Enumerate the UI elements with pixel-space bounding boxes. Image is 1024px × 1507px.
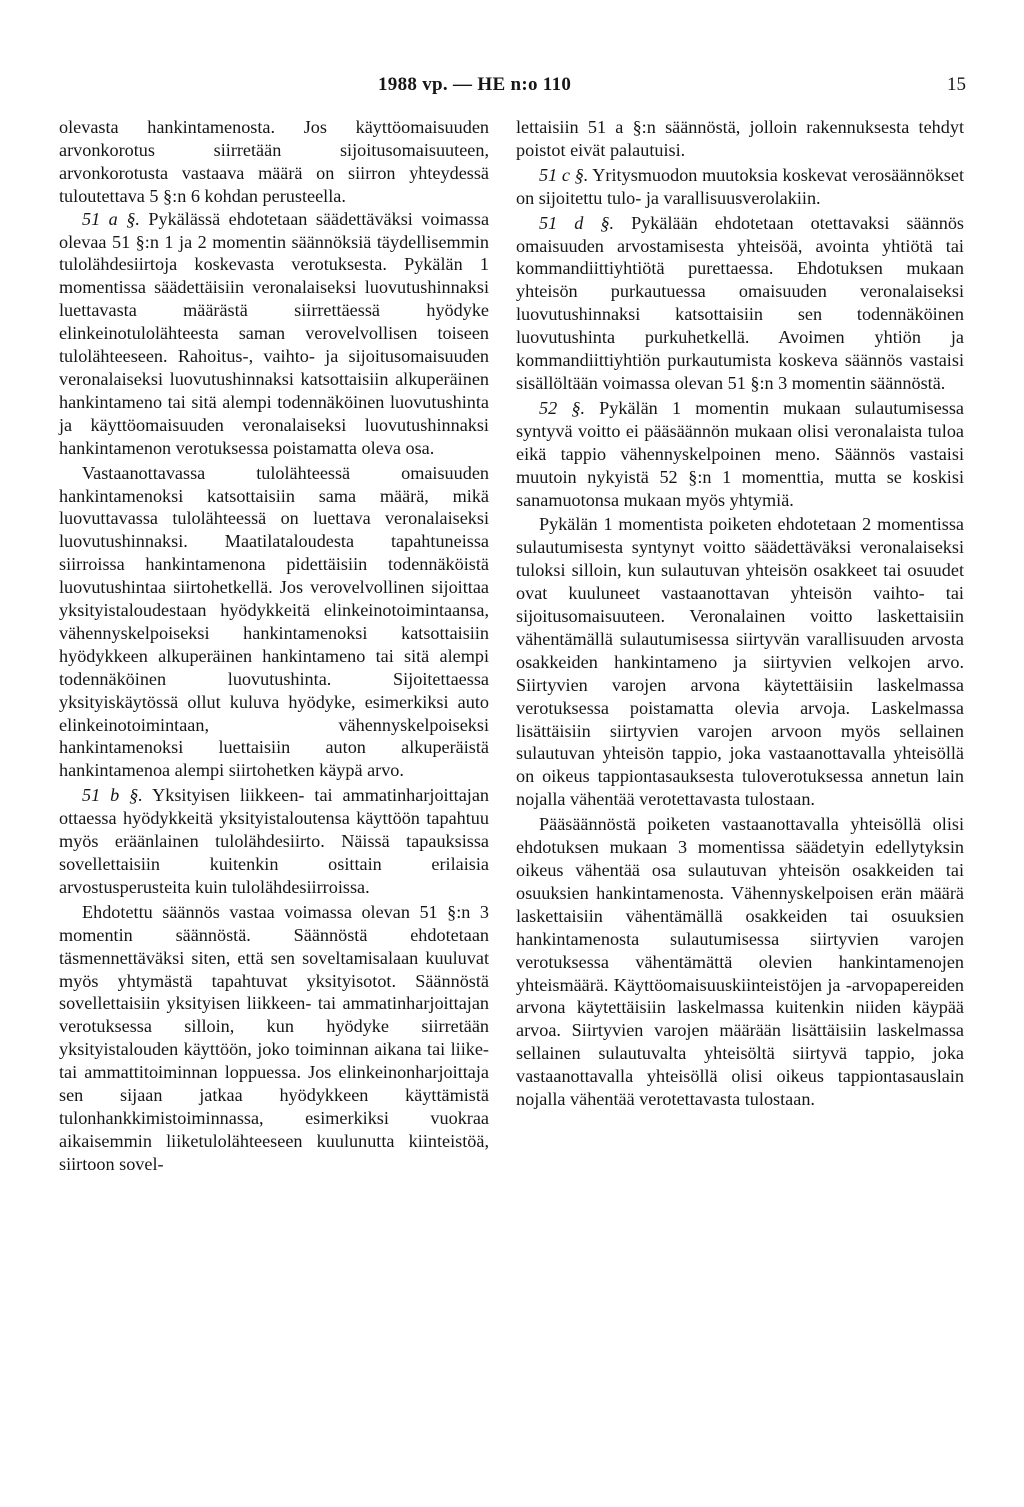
paragraph-text: lettaisiin 51 a §:n säännöstä, jolloin rakennuksesta tehdyt poistot eivät palautuisi. (516, 117, 964, 160)
paragraph (516, 212, 964, 395)
paragraph (59, 784, 489, 899)
paragraph-text: Pykälän 1 momentista poiketen ehdotetaan 2 momentissa sulautumisesta syntynyt voitto säädettäväksi veronalaiseksi tuloksi silloin, kun sulautuvan yhteisön osakkeet tai osuudet ovat kuuluneet vastaanottavan yhteisön vaihto- tai sijoitusomaisuuteen. Veronalainen voitto laskettaisiin vähentämällä sulautumisessa siirtyvän varallisuuden arvosta osakkeiden hankintameno ja siirtyvien velkojen arvo. Siirtyvien varojen arvona käytettäisiin laskelmassa verotuksessa poistamatta olevia arvoja. Laskelmassa lisättäisiin siirtyvien varojen arvoon myös sellainen sulautuvan yhteisön tappio, joka vastaanottavalla yhteisöllä on oikeus tappiontasauksesta tuloverotuksessa annetun lain nojalla vähentää verotettavasta tulostaan. (516, 514, 964, 810)
paragraph (59, 116, 489, 208)
page-header (0, 74, 1024, 100)
paragraph-text: Yksityisen liikkeen- tai ammatinharjoittajan ottaessa hyödykkeitä yksityistaloutensa käyttöön tapahtuu myös eräänlainen tulolähdesiirto. Näissä tapauksissa sovellettaisiin kuitenkin osittain erilaisia arvostusperusteita kuin tulolähdesiirroissa. (59, 785, 490, 897)
document-reference: 1988 vp. — HE n:o 110 (378, 74, 572, 95)
paragraph-text: Ehdotettu säännös vastaa voimassa olevan 51 §:n 3 momentin säännöstä. Säännöstä ehdotetaan täsmennettäväksi siten, että sen soveltamisalaan kuuluvat myös yhtymästä tapahtuvat yksityisotot. Säännöstä sovellettaisiin yksityisen liikkeen- tai ammatinharjoittajan verotuksessa silloin, kun hyödyke siirretään yksityistalouden käyttöön, joko toiminnan aikana tai liike- tai ammattitoiminnan loppuessa. Jos elinkeinonharjoittaja sen sijaan jatkaa hyödykkeen käyttämistä tulonhankkimistoiminnassa, esimerkiksi vuokraa aikaisemmin liiketulolähteeseen kuulunutta kiinteistöä, siirtoon sovel- (59, 901, 489, 1174)
paragraph-text: Pykälän 1 momentin mukaan sulautumisessa syntyvä voitto ei pääsäännön mukaan olisi veronalaista tuloa eikä tappio vähennyskelpoinen meno. Säännös vastaisi muutoin nykyistä 52 §:n 1 momenttia, mutta se koskisi sanamuotonsa mukaan myös yhtymiä. (516, 397, 964, 510)
paragraph (59, 462, 489, 783)
paragraph (516, 813, 964, 1111)
paragraph-text: Pykälässä ehdotetaan säädettäväksi voimassa olevaa 51 §:n 1 ja 2 momentin säännöksiä täydellisemmin tulolähdesiirtoja koskevasta verotuksesta. Pykälän 1 momentissa säädettäisiin veronalaiseksi luovutushinnaksi luettavasta määrästä siirrettäessä hyödyke elinkeinotulolähteesta saman verovelvollisen toiseen tulolähteeseen. Rahoitus-, vaihto- ja sijoitusomaisuuden veronalaiseksi luovutushinnaksi katsottaisiin alkuperäinen hankintameno tai sitä alempi todennäköinen luovutushinta ja käyttöomaisuuden veronalaiseksi luovutushinnaksi hankintamenon verotuksessa poistamatta oleva osa. (59, 208, 490, 458)
paragraph (59, 901, 489, 1176)
paragraph-text: olevasta hankintamenosta. Jos käyttöomaisuuden arvonkorotus siirretään sijoitusomaisuuteen, arvonkorotusta vastaava määrä on siirron yhteydessä tuloutettava 5 §:n 6 kohdan perusteella. (59, 117, 489, 206)
paragraph (516, 397, 964, 512)
paragraph-text: Pykälään ehdotetaan otettavaksi säännös omaisuuden arvostamisesta yhteisöä, avointa yhtiötä tai kommandiittiyhtiötä purettaessa. Ehdotuksen mukaan yhteisön purkautuessa omaisuuden veronalaiseksi luovutushinnaksi katsottaisiin sen todennäköinen luovutushinta purkuhetkellä. Avoimen yhtiön ja kommandiittiyhtiön purkautumista koskeva säännös vastaisi sisällöltään voimassa olevan 51 §:n 3 momentin säännöstä. (516, 212, 965, 393)
paragraph-text: Vastaanottavassa tulolähteessä omaisuuden hankintamenoksi katsottaisiin sama määrä, mikä luovuttavassa tulolähteessä on luettava veronalaiseksi luovutushinnaksi. Maatilataloudesta tapahtuneissa siirroissa hankintamenona pidettäisiin todennäköistä luovutushintaa siirtohetkellä. Jos verovelvollinen sijoittaa yksityistaloudestaan hyödykkeitä elinkeinotoimintaansa, vähennyskelpoiseksi hankintamenoksi katsottaisiin hyödykkeen alkuperäinen hankintameno tai sitä alempi todennäköinen luovutushinta. Sijoitettaessa yksityiskäytössä ollut kuluva hyödyke, esimerkiksi auto elinkeinotoimintaan, vähennyskelpoiseksi hankintamenoksi luettaisiin auton alkuperäistä hankintamenoa alempi siirtohetken käypä arvo. (59, 462, 489, 781)
paragraph-text: Yritysmuodon muutoksia koskevat verosäännökset on sijoitettu tulo- ja varallisuusverolakiin. (516, 164, 964, 208)
paragraph-text: Pääsäännöstä poiketen vastaanottavalla yhteisöllä olisi ehdotuksen mukaan 3 momentissa säädetyin edellytyksin oikeus vähentää osa sulautuvan yhteisön osakkeiden tai osuuksien hankintamenosta. Vähennyskelpoisen erän määrä laskettaisiin vähentämällä osakkeiden tai osuuksien hankintamenosta sulautumisessa siirtyvien varojen verotuksessa vähentämättä olevien hankintamenojen yhteismäärä. Käyttöomaisuuskiinteistöjen ja -arvopapereiden arvona käytettäisiin laskelmassa kuitenkin niiden käypää arvoa. Siirtyvien varojen määrään lisättäisiin laskelmassa sellainen sulautuvalta yhteisöltä siirtyvä tappio, joka vastaanottavalla yhteisöllä olisi oikeus tappiontasauslain nojalla vähentää verotettavasta tulostaan. (516, 814, 964, 1110)
section-reference: 52 §. (539, 397, 585, 418)
section-reference: 51 b §. (82, 785, 143, 806)
section-reference: 51 d §. (539, 212, 615, 233)
page-number: 15 (947, 74, 966, 95)
left-column (59, 116, 489, 1178)
paragraph (516, 116, 964, 162)
paragraph (59, 208, 489, 460)
section-reference: 51 a §. (82, 208, 140, 229)
section-reference: 51 c §. (539, 164, 589, 185)
right-column (516, 116, 964, 1113)
paragraph (516, 513, 964, 811)
paragraph (516, 164, 964, 210)
